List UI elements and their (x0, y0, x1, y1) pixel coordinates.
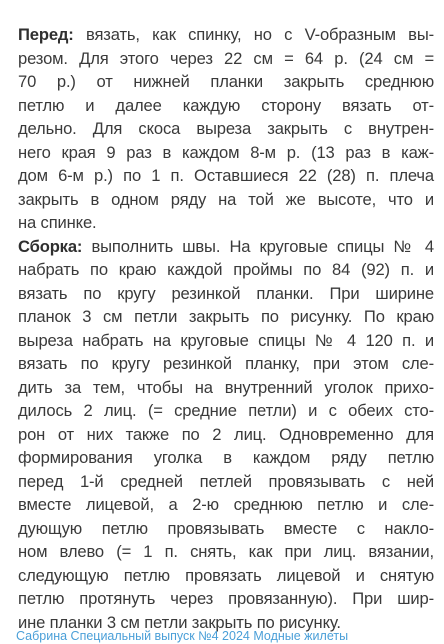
text-line: дилось 2 лиц. (= средние петли) и с обеих сто- (18, 401, 434, 420)
text-line: вместе лицевой, а 2-ю среднюю петлю и сле- (18, 495, 434, 514)
text-line: 70 р.) от нижней планки закрыть среднюю (18, 72, 434, 91)
section-heading-front: Перед: (18, 25, 74, 44)
text-line: ном влево (= 1 п. снять, как при лиц. вязании, (18, 542, 434, 561)
text-line: на спинке. (18, 213, 97, 232)
text-line-content: выполнить швы. На круговые спицы № 4 (82, 236, 434, 256)
text-line: дить за тем, чтобы на внутренний уголок прихо- (18, 377, 434, 397)
text-line: дующую петлю провязывать вместе с накло- (18, 518, 434, 538)
text-line (18, 235, 434, 259)
text-line: набрать по краю каждой проймы по 84 (92) п. и (18, 260, 434, 279)
text-line: петлю и далее каждую сторону вязать от- (18, 95, 434, 115)
source-caption: Сабрина Специальный выпуск №4 2024 Модные жилеты (16, 629, 349, 643)
text-line: ине планки 3 см петли закрыть по рисунку. (18, 612, 341, 632)
article-text (18, 23, 434, 634)
text-line: планок 3 см петли закрыть по рисунку. По краю (18, 307, 434, 326)
text-line: рон от них также по 2 лиц. Одновременно для (18, 424, 434, 444)
text-line: дельно. Для скоса выреза закрыть с внутрен- (18, 119, 434, 138)
text-line (18, 23, 434, 47)
text-line: перед 1-й средней петлей провязывать с ней (18, 471, 434, 491)
text-line: него края 9 раз в каждом 8-м р. (13 раз в каж- (18, 142, 434, 162)
text-line: дом 6-м р.) по 1 п. Оставшиеся 22 (28) п. плеча (18, 166, 434, 185)
text-line: формирования уголка в каждом ряду петлю (18, 448, 434, 467)
text-line: вязать по кругу резинкой планки. При ширине (18, 283, 434, 303)
text-line: вязать по кругу резинкой планку, при этом сле- (18, 354, 434, 373)
text-line: следующую петлю провязать лицевой и снятую (18, 565, 434, 585)
text-line: петлю протянуть через провязанную). При шир- (18, 589, 434, 608)
text-line-content: вязать, как спинку, но с V-образным вы- (73, 25, 434, 44)
section-heading-assembly: Сборка: (18, 236, 83, 256)
text-line: выреза набрать на круговые спицы № 4 120 п. и (18, 330, 434, 350)
text-line: закрыть в одном ряду на той же высоте, что и (18, 189, 434, 209)
text-line: резом. Для этого через 22 см = 64 р. (24 см = (18, 48, 434, 68)
